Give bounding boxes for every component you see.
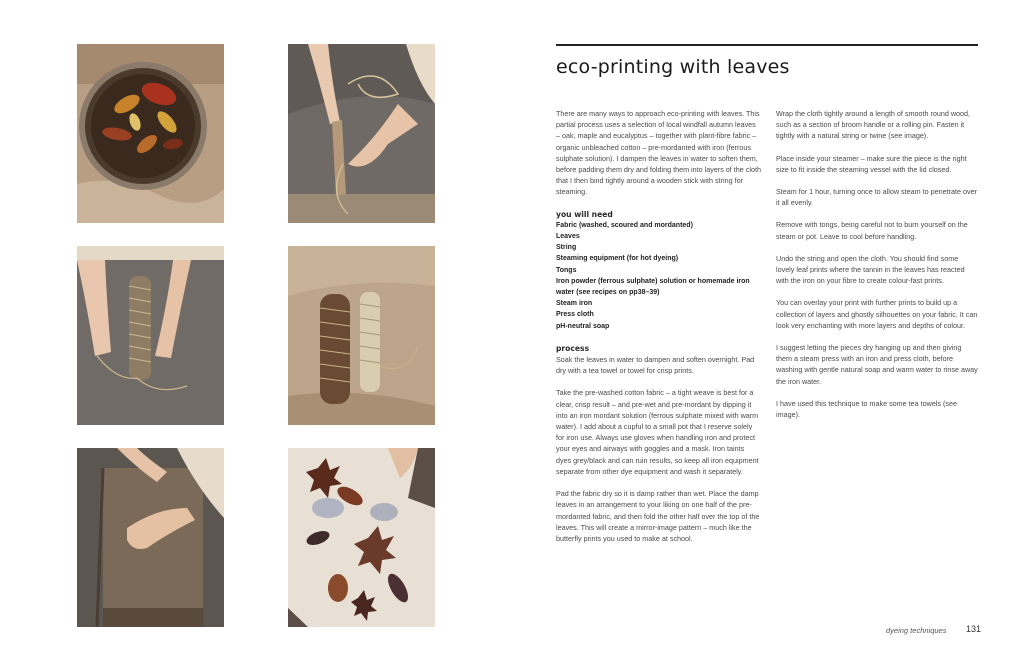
photo-leaves-in-bowl bbox=[77, 44, 224, 223]
needs-item: Leaves bbox=[556, 233, 580, 241]
needs-item: Fabric (washed, scoured and mordanted) bbox=[556, 221, 693, 229]
page-title: eco-printing with leaves bbox=[556, 56, 790, 78]
process-step: Wrap the cloth tightly around a length of smooth round wood, such as a section of broom handle or a rolling pin. Fasten it tightly with a natural string or twine (see image). bbox=[776, 109, 971, 141]
process-step: Remove with tongs, being careful not to burn yourself on the steam or pot. Leave to cool before handling. bbox=[776, 220, 968, 241]
left-text-column bbox=[556, 108, 761, 555]
photo-rolled-bundle bbox=[77, 246, 224, 425]
needs-item: String bbox=[556, 244, 577, 252]
process-step: Soak the leaves in water to dampen and soften overnight. Pad dry with a tea towel or towel for crisp prints. bbox=[556, 355, 755, 376]
process-step: Take the pre-washed cotton fabric – a tight weave is best for a clear, crisp result – and pre-wet and pre-mordant by dipping it into an iron mordant solution (ferrous sulphate mixed with warm water). I add about a cupful to a small pot that I reserve solely for iron use. Always use gloves when handling iron and protect your eyes and airways with goggles and a mask. Iron taints dyes grey/black and can ruin results, so keep all iron equipment separate from other dye equipment and wash it separately. bbox=[556, 388, 759, 476]
needs-heading: you will need bbox=[556, 209, 613, 219]
process-step: Steam for 1 hour, turning once to allow steam to penetrate over it all evenly. bbox=[776, 187, 977, 208]
process-step: I suggest letting the pieces dry hanging up and then giving them a steam press with an iron and press cloth, before washing with gentle natural soap and warm water to rinse away the iron water. bbox=[776, 343, 978, 386]
process-step: Pad the fabric dry so it is damp rather than wet. Place the damp leaves in an arrangement to your liking on one half of the pre-mordanted fabric, and then fold the other half over the top of the leaves. This will create a mirror-image pattern – much like the butterfly prints you used to make at school. bbox=[556, 489, 760, 543]
needs-item: pH-neutral soap bbox=[556, 322, 610, 330]
photo-wrapped-bundles bbox=[288, 246, 435, 425]
process-step: Place inside your steamer – make sure the piece is the right size to fit inside the steaming vessel with the lid closed. bbox=[776, 153, 967, 174]
title-rule bbox=[556, 44, 978, 46]
needs-item: Iron powder (ferrous sulphate) solution or homemade iron water (see recipes on pp38–39) bbox=[556, 277, 750, 297]
needs-item: Press cloth bbox=[556, 311, 594, 319]
needs-list bbox=[556, 220, 761, 332]
process-step: I have used this technique to make some tea towels (see image). bbox=[776, 398, 957, 420]
right-text-column bbox=[776, 108, 978, 431]
intro-paragraph: There are many ways to approach eco-printing with leaves. This partial process uses a selection of local windfall autumn leaves – oak, maple and eucalyptus – together with plant-fibre fabric – organic unbleached cotton – pre-mordanted with iron (ferrous sulphate solution). I dampen the leaves in water to soften them, before padding them dry and folding them into layers of the cloth that I then bind tightly around a wooden stick with string for steaming. bbox=[556, 109, 761, 197]
needs-item: Tongs bbox=[556, 266, 577, 274]
footer-section-name: dyeing techniques bbox=[886, 626, 947, 635]
page-number: 131 bbox=[966, 624, 982, 634]
photo-flattening-fabric bbox=[77, 448, 224, 627]
photo-binding-string bbox=[288, 44, 435, 223]
needs-item: Steam iron bbox=[556, 300, 593, 308]
photo-leaf-printed-fabric bbox=[288, 448, 435, 627]
needs-item: Steaming equipment (for hot dyeing) bbox=[556, 255, 679, 263]
process-step: You can overlay your print with further prints to build up a collection of layers and ghostly silhouettes on your fabric. It can look very enchanting with more layers and depths of colour. bbox=[776, 298, 978, 330]
process-step: Undo the string and open the cloth. You should find some lovely leaf prints where the tannin in the leaves has reacted with the iron on your fibre to create colour-fast prints. bbox=[776, 253, 965, 286]
process-heading: process bbox=[556, 343, 590, 353]
